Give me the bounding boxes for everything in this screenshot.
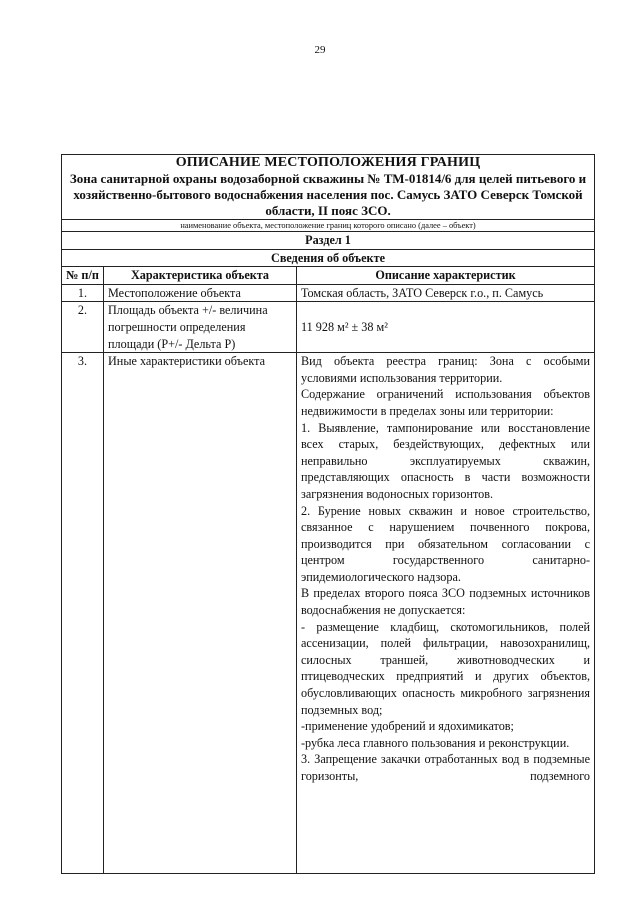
- object-description-table: [61, 154, 595, 874]
- object-note: наименование объекта, местоположение границ которого описано (далее – объект): [62, 220, 595, 232]
- row-characteristic: Местоположение объекта: [104, 284, 297, 302]
- page-number: 29: [314, 44, 326, 56]
- section-subtitle: Сведения об объекте: [62, 249, 595, 267]
- header-num: № п/п: [62, 267, 104, 285]
- row-num: 3.: [62, 353, 104, 874]
- description-paragraph: Содержание ограничений использования объектов недвижимости в пределах зоны или территории:: [301, 387, 591, 418]
- row-description: Томская область, ЗАТО Северск г.о., п. Самусь: [297, 284, 595, 302]
- description-paragraph: 1. Выявление, тампонирование или восстановление всех старых, бездействующих, дефектных или неправильно эксплуатируемых скважин, представляющих опасность в части возможности загрязнения водоносных горизонтов.: [301, 420, 591, 501]
- row-description: [297, 353, 595, 874]
- table-row: [62, 353, 595, 874]
- document-subtitle: Зона санитарной охраны водозаборной скважины № ТМ-01814/6 для целей питьевого и хозяйственно-бытового водоснабжения населения пос. Самусь ЗАТО Северск Томской области, II пояс ЗСО.: [69, 171, 587, 218]
- description-paragraph: - размещение кладбищ, скотомогильников, полей ассенизации, полей фильтрации, навозохранилищ, силосных траншей, животноводческих и птицеводческих предприятий и других объектов, обусловливающих опасность микробного загрязнения подземных вод;: [301, 619, 591, 717]
- description-paragraph: 3. Запрещение закачки отработанных вод в подземные горизонты, подземного: [301, 752, 591, 783]
- document-title-cell: [62, 155, 595, 220]
- table-row: [62, 302, 595, 353]
- description-paragraph: 2. Бурение новых скважин и новое строительство, связанное с нарушением почвенного покрова, производится при обязательном согласовании с центром государственного санитарно-эпидемиологического надзора.: [301, 503, 591, 584]
- table-row: [62, 284, 595, 302]
- document-title: ОПИСАНИЕ МЕСТОПОЛОЖЕНИЯ ГРАНИЦ: [175, 155, 481, 170]
- row-num: 1.: [62, 284, 104, 302]
- header-description: Описание характеристик: [297, 267, 595, 285]
- table-header-row: [62, 267, 595, 285]
- description-paragraph: В пределах второго пояса ЗСО подземных источников водоснабжения не допускается:: [301, 586, 591, 618]
- row-characteristic: Иные характеристики объекта: [104, 353, 297, 874]
- header-characteristic: Характеристика объекта: [104, 267, 297, 285]
- description-paragraph: Вид объекта реестра границ: Зона с особыми условиями использования территории.: [301, 354, 591, 385]
- row-characteristic: Площадь объекта +/- величина погрешности определения площади (Р+/- Дельта Р): [104, 302, 297, 353]
- description-paragraph: -рубка леса главного пользования и реконструкции.: [301, 735, 570, 750]
- row-num: 2.: [62, 302, 104, 353]
- description-paragraph: -применение удобрений и ядохимикатов;: [301, 719, 514, 734]
- row-description: 11 928 м² ± 38 м²: [297, 302, 595, 353]
- section-title: Раздел 1: [62, 232, 595, 250]
